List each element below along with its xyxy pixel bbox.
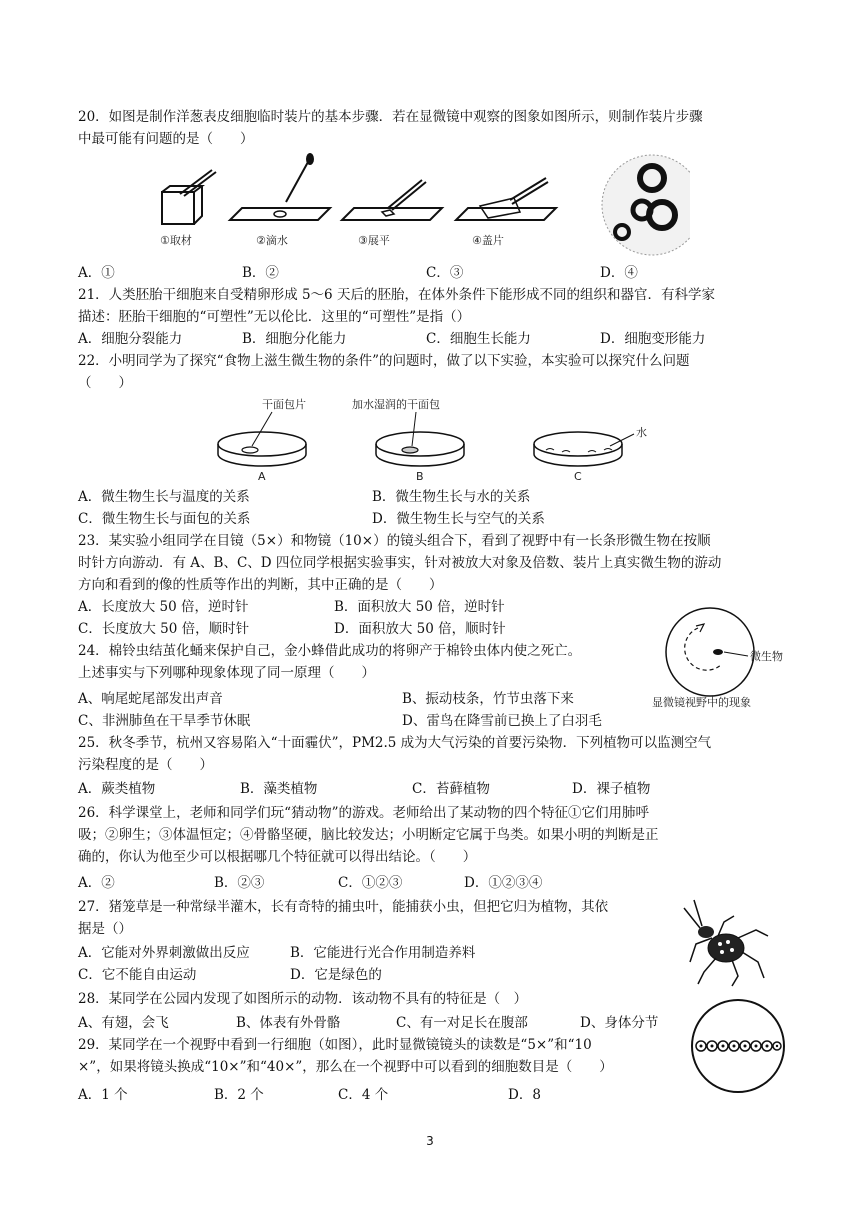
step-cover-slip-icon	[456, 178, 556, 220]
petri-dish-c-icon	[534, 432, 634, 466]
q23-stem-line3: 方向和看到的像的性质等作出的判断，其中正确的是（ ）	[78, 577, 443, 593]
step-label-3: ③展平	[358, 234, 390, 247]
q22-option-c[interactable]: C．微生物生长与面包的关系	[78, 511, 251, 527]
step-drop-water-icon	[230, 153, 330, 220]
q20-stem-line2: 中最可能有问题的是（ ）	[78, 131, 254, 147]
dish-label-b: B	[416, 470, 424, 483]
q24-option-b[interactable]: B、振动枝条，竹节虫落下来	[402, 691, 574, 707]
q24-stem-line2: 上述事实与下列哪种现象体现了同一原理（ ）	[78, 665, 375, 681]
q26-stem-line1: 26．科学课堂上，老师和同学们玩“猜动物”的游戏。老师给出了某动物的四个特征①它们用肺呼	[78, 805, 649, 821]
beetle-icon	[672, 892, 772, 988]
q23-stem-line1: 23．某实验小组同学在目镜（5×）和物镜（10×）的镜头组合下，看到了视野中有一长条形微生物在按顺	[78, 533, 711, 549]
q21-option-b[interactable]: B．细胞分化能力	[242, 331, 347, 347]
q22-option-b[interactable]: B．微生物生长与水的关系	[372, 489, 531, 505]
q26-stem-line2: 吸；②卵生；③体温恒定；④骨骼坚硬，脑比较发达；小明断定它属于鸟类。如果小明的判断是正	[78, 827, 659, 843]
step-label-1: ①取材	[160, 234, 192, 247]
dish-label-c: C	[574, 470, 582, 483]
q24-option-c[interactable]: C、非洲肺鱼在干旱季节休眠	[78, 713, 251, 729]
label-wet-bread: 加水湿润的干面包	[352, 398, 440, 411]
q22-option-d[interactable]: D．微生物生长与空气的关系	[372, 511, 545, 527]
q28-option-b[interactable]: B、体表有外骨骼	[236, 1015, 341, 1031]
q23-option-a[interactable]: A．长度放大 50 倍，逆时针	[78, 599, 249, 615]
q26-stem-line3: 确的，你认为他至少可以根据哪几个特征就可以得出结论。（ ）	[78, 849, 477, 865]
q26-option-a[interactable]: A．②	[78, 875, 115, 891]
step-label-4: ④盖片	[472, 234, 504, 247]
microscope-view-caption: 显微镜视野中的现象	[652, 696, 751, 709]
label-water: 水	[636, 426, 647, 439]
q22-option-a[interactable]: A．微生物生长与温度的关系	[78, 489, 250, 505]
q27-option-a[interactable]: A．它能对外界刺激做出反应	[78, 945, 250, 961]
q25-option-a[interactable]: A．蕨类植物	[78, 781, 156, 797]
q25-option-b[interactable]: B．藻类植物	[240, 781, 318, 797]
q23-microscope-figure	[640, 600, 815, 710]
q20-option-c[interactable]: C．③	[426, 265, 464, 281]
q29-option-a[interactable]: A．1 个	[78, 1087, 128, 1103]
microscope-view-icon	[602, 155, 690, 255]
q27-option-c[interactable]: C．它不能自由运动	[78, 967, 197, 983]
q27-stem-line1: 27．猪笼草是一种常绿半灌木，长有奇特的捕虫叶，能捕获小虫，但把它归为植物，其依	[78, 899, 609, 915]
q26-option-d[interactable]: D．①②③④	[464, 875, 543, 891]
q28-option-a[interactable]: A、有翅，会飞	[78, 1015, 169, 1031]
q21-option-c[interactable]: C．细胞生长能力	[426, 331, 531, 347]
q23-stem-line2: 时针方向游动．有 A、B、C、D 四位同学根据实验事实，针对被放大对象及倍数、装片上真实微生物的游动	[78, 555, 722, 571]
q20-steps-figure	[150, 150, 690, 275]
microorganism-icon	[713, 649, 723, 655]
step-spread-icon	[342, 180, 442, 220]
q27-option-d[interactable]: D．它是绿色的	[290, 967, 382, 983]
q20-option-b[interactable]: B．②	[242, 265, 279, 281]
q24-stem-line1: 24．棉铃虫结茧化蛹来保护自己，金小蜂借此成功的将卵产于棉铃虫体内使之死亡。	[78, 643, 582, 659]
q29-stem-line2: ×”，如果将镜头换成“10×”和“40×”，那么在一个视野中可以看到的细胞数目是（ ）	[78, 1059, 613, 1075]
q26-option-c[interactable]: C．①②③	[338, 875, 403, 891]
q20-stem-line1: 20．如图是制作洋葱表皮细胞临时装片的基本步骤．若在显微镜中观察的图象如图所示，则制作装片步骤	[78, 109, 703, 125]
q26-option-b[interactable]: B．②③	[214, 875, 265, 891]
petri-dish-b-icon	[376, 412, 464, 466]
q28-option-d[interactable]: D、身体分节	[580, 1015, 659, 1031]
dish-label-a: A	[258, 470, 266, 483]
q29-option-b[interactable]: B．2 个	[214, 1087, 264, 1103]
microorganism-label: 微生物	[750, 650, 783, 663]
q25-option-c[interactable]: C．苔藓植物	[412, 781, 490, 797]
q25-stem-line1: 25．秋冬季节，杭州又容易陷入“十面霾伏”，PM2.5 成为大气污染的首要污染物．下列植物可以监测空气	[78, 735, 712, 751]
q20-option-a[interactable]: A．①	[78, 265, 115, 281]
q29-option-c[interactable]: C．4 个	[338, 1087, 389, 1103]
q25-stem-line2: 污染程度的是（ ）	[78, 757, 213, 773]
q28-option-c[interactable]: C、有一对足长在腹部	[396, 1015, 528, 1031]
cell-row-view-icon	[688, 996, 788, 1096]
q24-option-d[interactable]: D、雷鸟在降雪前已换上了白羽毛	[402, 713, 602, 729]
label-dry-bread: 干面包片	[262, 398, 306, 411]
step-take-material-icon	[162, 170, 216, 224]
q20-option-d[interactable]: D．④	[600, 265, 638, 281]
q24-option-a[interactable]: A、响尾蛇尾部发出声音	[78, 691, 223, 707]
q21-stem-line2: 描述：胚胎干细胞的“可塑性”无以伦比．这里的“可塑性”是指（）	[78, 309, 471, 325]
q22-stem-line2: （ ）	[78, 375, 132, 391]
q23-option-d[interactable]: D．面积放大 50 倍，顺时针	[334, 621, 506, 637]
q21-option-a[interactable]: A．细胞分裂能力	[78, 331, 183, 347]
q23-option-c[interactable]: C．长度放大 50 倍，顺时针	[78, 621, 250, 637]
q22-petri-dishes-figure	[210, 396, 660, 486]
q21-option-d[interactable]: D．细胞变形能力	[600, 331, 706, 347]
q21-stem-line1: 21．人类胚胎干细胞来自受精卵形成 5～6 天后的胚胎，在体外条件下能形成不同的组织和器官．有科学家	[78, 287, 715, 303]
q27-option-b[interactable]: B．它能进行光合作用制造养料	[290, 945, 476, 961]
q27-stem-line2: 据是（）	[78, 921, 132, 937]
step-label-2: ②滴水	[256, 234, 288, 247]
q28-stem-line1: 28．某同学在公园内发现了如图所示的动物．该动物不具有的特征是（ ）	[78, 991, 528, 1007]
q29-stem-line1: 29．某同学在一个视野中看到一行细胞（如图），此时显微镜镜头的读数是“5×”和“10	[78, 1037, 592, 1053]
page-number: 3	[426, 1134, 434, 1148]
petri-dish-a-icon	[218, 412, 306, 466]
q25-option-d[interactable]: D．裸子植物	[572, 781, 651, 797]
q22-stem-line1: 22．小明同学为了探究“食物上滋生微生物的条件”的问题时，做了以下实验，本实验可以探究什么问题	[78, 353, 690, 369]
q29-option-d[interactable]: D．8	[508, 1087, 541, 1103]
q23-option-b[interactable]: B．面积放大 50 倍，逆时针	[334, 599, 505, 615]
